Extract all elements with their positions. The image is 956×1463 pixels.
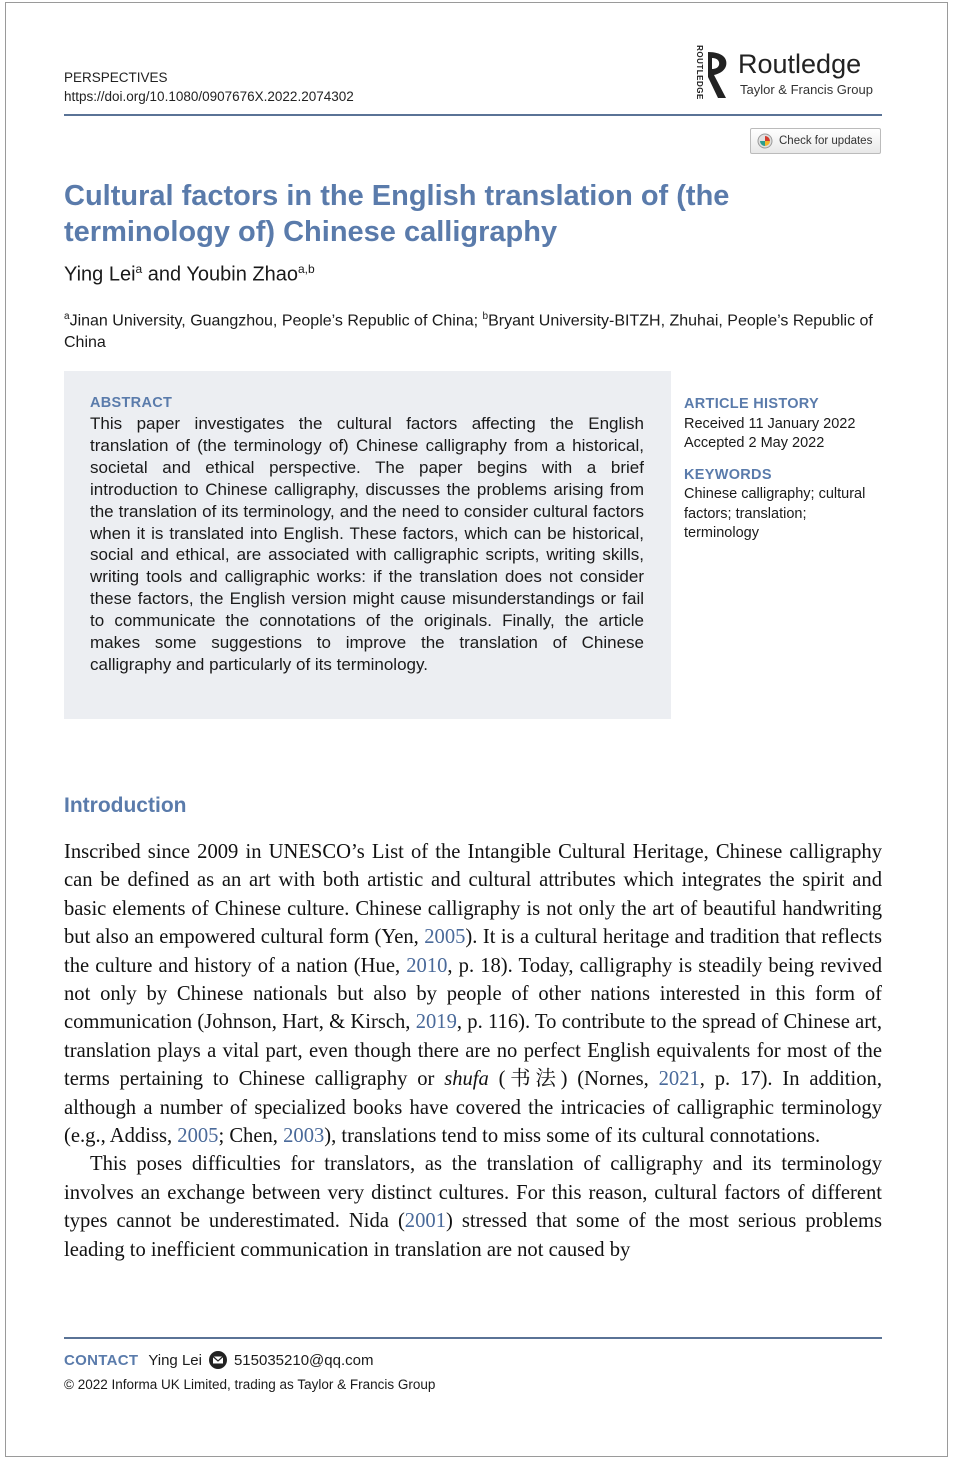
doi-link[interactable]: https://doi.org/10.1080/0907676X.2022.2074302 [64, 89, 354, 104]
citation-link[interactable]: 2001 [404, 1210, 446, 1233]
article-title: Cultural factors in the English translation of (the terminology of) Chinese calligraphy [64, 180, 730, 248]
paragraph: Inscribed since 2009 in UNESCO’s List of the Intangible Cultural Heritage, Chinese calligraphy can be defined as an art with both artistic and cultural attributes which integrates the spirit and basic elements of Chinese culture. Chinese calligraphy is not only the art of beautiful handwriting but also an empowered cultural form (Yen, 2005). It is a cultural heritage and tradition that reflects the culture and history of a nation (Hue, 2010, p. 18). Today, calligraphy is steadily being revived not only by Chinese nationals but also by people of other nations interested in this form of communication (Johnson, Hart, & Kirsch, 2019, p. 116). To contribute to the spread of Chinese art, translation plays a vital part, even though there are no perfect English equivalents for most of the terms pertaining to Chinese calligraphy or shufa (书法) (Nornes, 2021, p. 17). In addition, although a number of specialized books have covered the intricacies of calligraphic terminology (e.g., Addiss, 2005; Chen, 2003), translations tend to miss some of its cultural connotations. [64, 841, 882, 1148]
citation-link[interactable]: 2019 [415, 1011, 457, 1034]
author-affil-marker: a,b [297, 262, 315, 276]
header-rule [64, 114, 882, 116]
affil-marker: b [482, 311, 489, 322]
affiliation-a: Jinan University, Guangzhou, People’s Republic of China; [69, 312, 479, 330]
routledge-logo-icon [704, 50, 730, 100]
author-conjunction: and [147, 263, 182, 286]
publisher-logo [690, 46, 890, 106]
affil-marker: a [64, 311, 70, 322]
check-updates-label: Check for updates [779, 135, 873, 147]
author-line [64, 262, 315, 287]
contact-name: Ying Lei [148, 1351, 202, 1369]
contact-email[interactable]: 515035210@qq.com [233, 1351, 374, 1369]
contact-line [64, 1350, 373, 1370]
citation-link[interactable]: 2021 [658, 1068, 700, 1091]
check-updates-icon [757, 133, 773, 149]
keywords-list: Chinese calligraphy; cultural factors; translation; terminology [684, 486, 866, 541]
author-name[interactable]: Youbin Zhao [186, 263, 298, 286]
affiliations [64, 306, 874, 354]
citation-link[interactable]: 2005 [424, 926, 466, 949]
article-sidebar [684, 395, 884, 544]
keywords-heading: KEYWORDS [684, 466, 772, 483]
accepted-date: Accepted 2 May 2022 [684, 435, 825, 451]
citation-link[interactable]: 2003 [283, 1125, 325, 1148]
footer-rule [64, 1337, 882, 1339]
email-icon[interactable] [208, 1350, 228, 1370]
paragraph: This poses difficulties for translators, as the translation of calligraphy and its terminology involves an exchange between very distinct cultures. For this reason, cultural factors of different types cannot be underestimated. Nida (2001) stressed that some of the most serious problems leading to inefficient communication in translation are not caused by [64, 1153, 882, 1261]
abstract-heading: ABSTRACT [90, 395, 173, 411]
received-date: Received 11 January 2022 [684, 415, 856, 432]
publisher-side-label: ROUTLEDGE [694, 45, 704, 100]
author-name[interactable]: Ying Lei [64, 263, 136, 286]
affiliation-b: Bryant University-BITZH, Zhuhai, People’s Republic of China [64, 312, 873, 352]
publisher-name: Routledge [738, 49, 862, 79]
history-heading: ARTICLE HISTORY [684, 396, 820, 412]
abstract-text: This paper investigates the cultural factors affecting the English translation of (the terminology of) Chinese calligraphy from a historical, societal and ethical perspective. The paper begins with a brief introduction to Chinese calligraphy, discusses the problems arising from the translation of its terminology, and the need to consider cultural factors when it is translated into English. These factors, which can be historical, social and ethical, are associated with calligraphic scripts, writing skills, writing tools and calligraphic works: if the translation does not consider these factors, the English version might cause misunderstandings or fail to communicate the connotations of the originals. Finally, the article makes some suggestions to improve the translation of Chinese calligraphy and particularly of its terminology. [90, 414, 644, 674]
citation-link[interactable]: 2010 [406, 954, 448, 977]
copyright-notice: © 2022 Informa UK Limited, trading as Taylor & Francis Group [64, 1377, 436, 1392]
journal-header [64, 68, 354, 106]
abstract-box [64, 371, 671, 719]
journal-name: PERSPECTIVES [64, 70, 168, 85]
citation-link[interactable]: 2005 [177, 1125, 219, 1148]
italic-term: shufa [444, 1068, 489, 1091]
section-heading: Introduction [64, 794, 187, 817]
publisher-subtitle: Taylor & Francis Group [740, 82, 873, 97]
contact-label: CONTACT [64, 1351, 139, 1369]
body-text [64, 838, 882, 1264]
check-updates-button[interactable] [750, 128, 881, 154]
author-affil-marker: a [135, 262, 143, 276]
